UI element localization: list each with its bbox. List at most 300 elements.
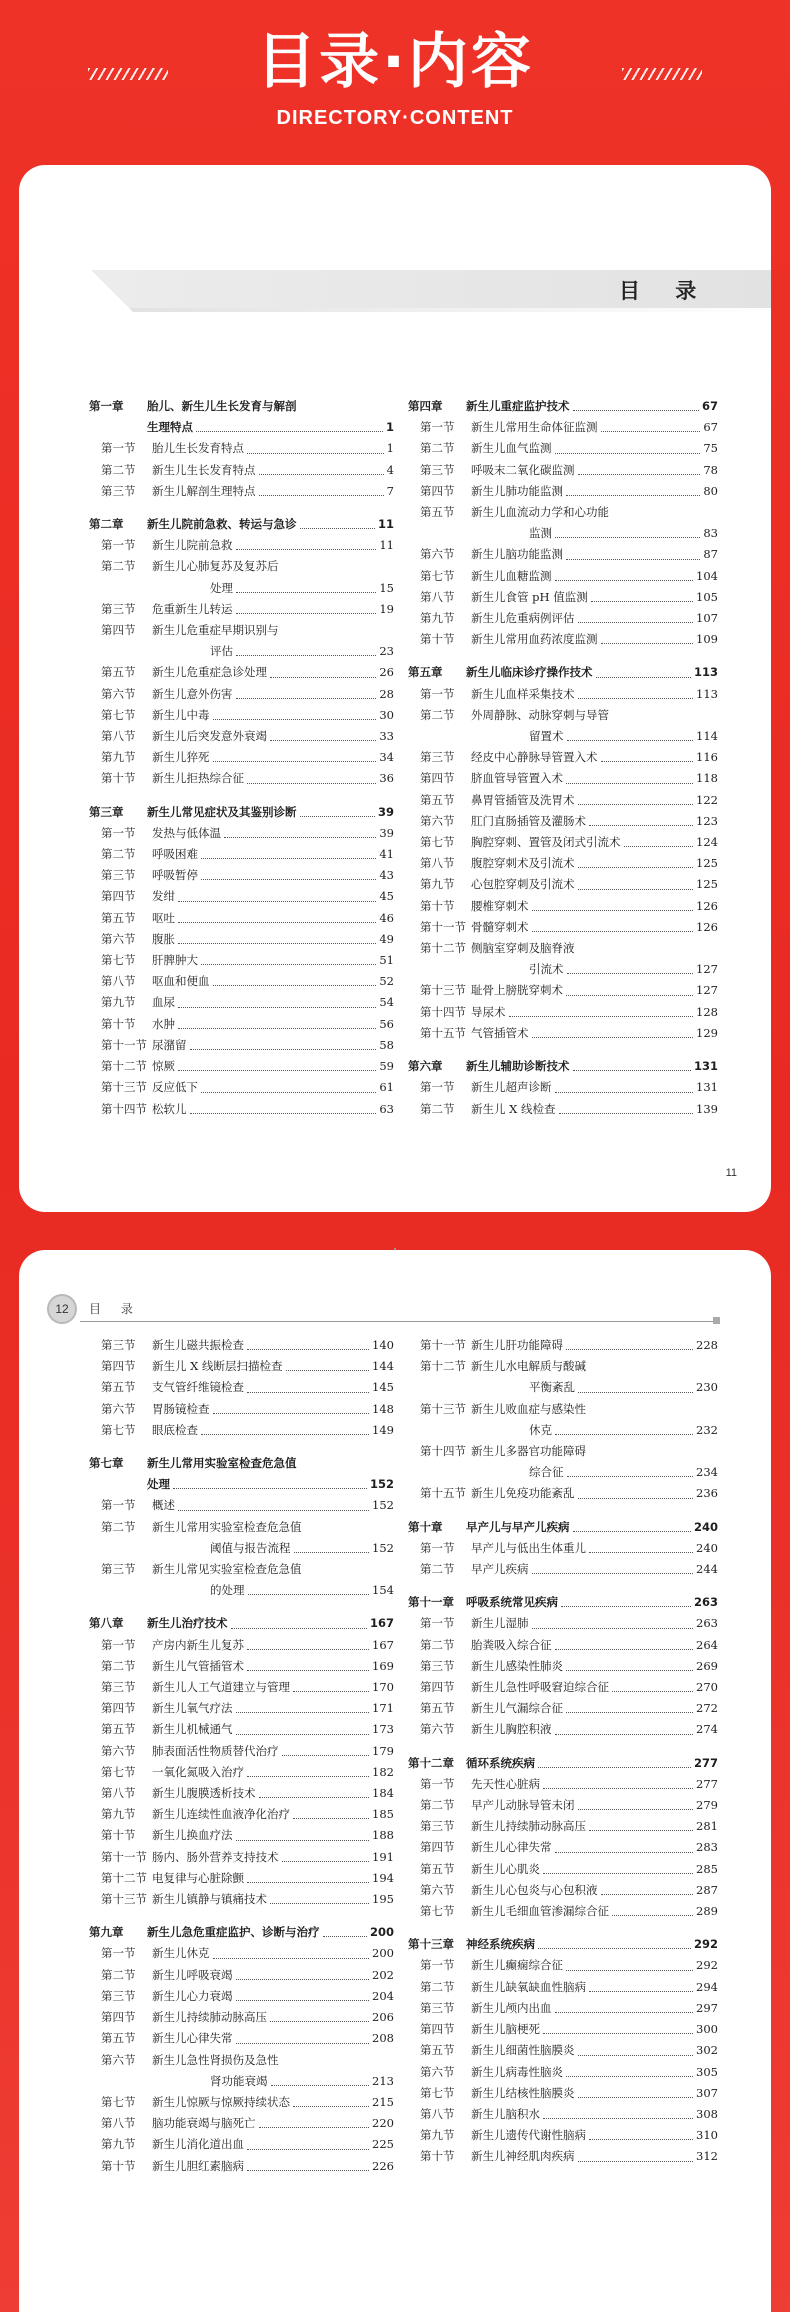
leader-dots	[178, 1028, 376, 1029]
page-ref: 144	[372, 1359, 394, 1374]
chapter-label: 第五章	[408, 665, 443, 680]
leader-dots	[300, 528, 375, 529]
section-label: 第六节	[101, 931, 136, 946]
section-title: 新生儿多器官功能障碍	[471, 1444, 586, 1459]
leader-dots	[178, 1070, 376, 1071]
section-title: 一氧化氮吸入治疗	[152, 1764, 244, 1779]
leader-dots	[236, 592, 376, 593]
page-ref: 307	[696, 2085, 718, 2100]
toc-section-entry	[89, 438, 394, 459]
section-title: 新生儿镇静与镇痛技术	[152, 1892, 267, 1907]
section-label: 第四节	[101, 2010, 136, 2025]
section-title: 新生儿缺氧缺血性脑病	[471, 1979, 586, 1994]
chapter-title: 呼吸系统常见疾病	[466, 1595, 558, 1610]
section-title: 早产儿与低出生体重儿	[471, 1540, 586, 1555]
page-ref: 310	[696, 2128, 718, 2143]
section-label: 第十三节	[420, 1401, 466, 1416]
section-title: 新生儿中毒	[152, 707, 210, 722]
header-rule	[80, 1321, 716, 1322]
section-title: 心包腔穿刺及引流术	[471, 877, 575, 892]
section-title: 肾功能衰竭	[210, 2073, 268, 2088]
leader-dots	[567, 973, 694, 974]
section-label: 第八节	[420, 589, 455, 604]
chapter-label: 第七章	[89, 1456, 124, 1471]
leader-dots	[566, 783, 693, 784]
leader-dots	[247, 453, 384, 454]
section-title: 新生儿气漏综合征	[471, 1701, 563, 1716]
section-label: 第一节	[101, 825, 136, 840]
leader-dots	[555, 1734, 694, 1735]
section-title: 经皮中心静脉导管置入术	[471, 750, 598, 765]
section-title: 概述	[152, 1498, 175, 1513]
page-ref: 36	[379, 771, 394, 786]
section-title: 新生儿危重症早期识别与	[152, 623, 279, 638]
page-ref: 200	[372, 1946, 394, 1961]
section-label: 第十一节	[420, 1338, 466, 1352]
section-label: 第十节	[101, 1016, 136, 1031]
leader-dots	[201, 858, 376, 859]
section-label: 第一节	[420, 420, 455, 435]
section-title: 气管插管术	[471, 1025, 529, 1040]
section-title: 新生儿连续性血液净化治疗	[152, 1807, 290, 1822]
leader-dots	[236, 1979, 370, 1980]
section-title: 新生儿气管插管术	[152, 1658, 244, 1673]
page-ref: 83	[703, 526, 718, 541]
toc-section-entry	[408, 938, 718, 959]
page-ref: 124	[696, 835, 718, 850]
page-ref: 148	[372, 1401, 394, 1416]
leader-dots	[532, 931, 694, 932]
page-ref: 128	[696, 1004, 718, 1019]
leader-dots	[567, 740, 694, 741]
section-label: 第三节	[420, 462, 455, 477]
section-label: 第六节	[101, 1743, 136, 1758]
toc-section-entry	[89, 1035, 394, 1056]
section-title: 新生儿磁共振检查	[152, 1338, 244, 1352]
toc-section-entry	[408, 460, 718, 481]
section-title: 支气管纤维镜检查	[152, 1380, 244, 1395]
banner-shadow	[91, 308, 771, 312]
leader-dots	[236, 2000, 370, 2001]
section-title: 的处理	[210, 1583, 245, 1598]
page-ref: 302	[696, 2043, 718, 2058]
toc-section-entry	[89, 1014, 394, 1035]
leader-dots	[213, 1958, 370, 1959]
section-title: 新生儿免疫功能紊乱	[471, 1486, 575, 1501]
toc-section-continuation	[408, 1462, 718, 1483]
section-title: 新生儿毛细血管渗漏综合征	[471, 1904, 609, 1919]
chapter-label: 第八章	[89, 1616, 124, 1631]
leader-dots	[271, 2085, 370, 2086]
section-label: 第十二节	[101, 1059, 147, 1074]
page-ref: 169	[372, 1658, 394, 1673]
leader-dots	[543, 2118, 693, 2119]
leader-dots	[259, 495, 384, 496]
toc-section-entry	[408, 2125, 718, 2146]
section-title: 新生儿肝功能障碍	[471, 1338, 563, 1352]
toc-column-left	[89, 396, 394, 1120]
toc-section-entry	[408, 1859, 718, 1880]
toc-section-entry	[408, 1077, 718, 1098]
leader-dots	[178, 943, 376, 944]
toc-section-entry	[89, 1943, 394, 1964]
leader-dots	[178, 1007, 376, 1008]
section-label: 第七节	[420, 835, 455, 850]
leader-dots	[236, 549, 377, 550]
section-title: 发绀	[152, 889, 175, 904]
leader-dots	[538, 1767, 691, 1768]
section-label: 第十三节	[420, 983, 466, 998]
leader-dots	[509, 1016, 694, 1017]
section-title: 新生儿消化道出血	[152, 2137, 244, 2152]
section-title: 肺表面活性物质替代治疗	[152, 1743, 279, 1758]
section-title: 侧脑室穿刺及脑脊液	[471, 941, 575, 956]
section-label: 第二节	[101, 847, 136, 862]
toc-section-entry	[89, 1698, 394, 1719]
page-ref: 131	[696, 1080, 718, 1095]
section-label: 第一节	[420, 686, 455, 701]
section-title: 新生儿血样采集技术	[471, 686, 575, 701]
leader-dots	[190, 1113, 377, 1114]
toc-section-entry	[408, 1656, 718, 1677]
toc-section-entry	[408, 1774, 718, 1795]
page-ref: 154	[372, 1583, 394, 1598]
section-label: 第九节	[420, 611, 455, 626]
section-title: 新生儿持续肺动脉高压	[152, 2010, 267, 2025]
page-ref: 23	[379, 644, 394, 659]
section-label: 第六节	[420, 1882, 455, 1897]
section-title: 早产儿动脉导管未闭	[471, 1798, 575, 1813]
toc-section-entry	[408, 1795, 718, 1816]
leader-dots	[323, 1936, 367, 1937]
leader-dots	[578, 474, 701, 475]
page-ref: 173	[372, 1722, 394, 1737]
page-ref: 122	[696, 792, 718, 807]
section-label: 第十节	[420, 632, 455, 647]
leader-dots	[566, 995, 693, 996]
section-title: 新生儿血气监测	[471, 441, 552, 456]
page-ref: 308	[696, 2106, 718, 2121]
toc-section-entry	[89, 886, 394, 907]
toc-chapter-entry	[408, 1753, 718, 1774]
leader-dots	[224, 837, 376, 838]
page-ref: 285	[696, 1861, 718, 1876]
section-title: 新生儿血糖监测	[471, 568, 552, 583]
section-label: 第一节	[101, 441, 136, 456]
leader-dots	[567, 1476, 694, 1477]
section-label: 第十节	[420, 898, 455, 913]
section-label: 第十五节	[420, 1486, 466, 1501]
section-label: 第七节	[101, 2094, 136, 2109]
leader-dots	[247, 2170, 369, 2171]
section-label: 第十二节	[420, 1359, 466, 1374]
section-title: 导尿术	[471, 1004, 506, 1019]
page-ref: 279	[696, 1798, 718, 1813]
section-label: 第六节	[420, 813, 455, 828]
leader-dots	[282, 1755, 370, 1756]
section-label: 第三节	[420, 1819, 455, 1834]
section-label: 第五节	[101, 1722, 136, 1737]
section-title: 产房内新生儿复苏	[152, 1637, 244, 1652]
leader-dots	[596, 677, 691, 678]
chapter-label: 第九章	[89, 1925, 124, 1940]
section-label: 第七节	[101, 953, 136, 968]
section-label: 第三节	[101, 1562, 136, 1577]
section-label: 第十三节	[101, 1892, 147, 1907]
toc-section-entry	[89, 1399, 394, 1420]
section-label: 第四节	[101, 623, 136, 638]
section-label: 第二节	[101, 1967, 136, 1982]
page-ref: 277	[693, 1755, 718, 1770]
chapter-title: 新生儿常用实验室检查危急值	[147, 1456, 297, 1471]
leader-dots	[543, 1873, 693, 1874]
section-label: 第一节	[101, 1946, 136, 1961]
chapter-title: 新生儿常见症状及其鉴别诊断	[147, 804, 297, 819]
section-title: 反应低下	[152, 1080, 198, 1095]
leader-dots	[270, 2021, 369, 2022]
toc-section-entry	[408, 1023, 718, 1044]
leader-dots	[543, 1788, 693, 1789]
page-ref: 170	[372, 1680, 394, 1695]
leader-dots	[293, 2106, 369, 2107]
section-label: 第六节	[101, 1401, 136, 1416]
section-label: 第十四节	[420, 1444, 466, 1459]
section-label: 第三节	[101, 868, 136, 883]
chapter-label: 第二章	[89, 517, 124, 532]
leader-dots	[555, 580, 694, 581]
page-ref: 46	[379, 910, 394, 925]
leader-dots	[247, 2149, 369, 2150]
section-label: 第五节	[101, 665, 136, 680]
toc-section-entry	[408, 2040, 718, 2061]
page-ref: 140	[372, 1338, 394, 1352]
toc-section-entry	[89, 662, 394, 683]
leader-dots	[259, 2127, 370, 2128]
section-title: 新生儿细菌性脑膜炎	[471, 2043, 575, 2058]
page-ref: 39	[379, 825, 394, 840]
page-ref: 240	[696, 1540, 718, 1555]
section-title: 新生儿 X 线检查	[471, 1101, 556, 1116]
section-title: 新生儿血流动力学和心功能	[471, 505, 609, 520]
toc-page-2	[19, 1250, 771, 2312]
section-label: 第七节	[420, 1904, 455, 1919]
page-ref: 270	[696, 1680, 718, 1695]
section-label: 第三节	[420, 750, 455, 765]
section-title: 呕血和便血	[152, 974, 210, 989]
section-label: 第七节	[101, 707, 136, 722]
toc-column-right	[408, 1335, 718, 2168]
section-label: 第六节	[420, 2064, 455, 2079]
section-label: 第五节	[420, 792, 455, 807]
page-ref: 107	[696, 611, 718, 626]
toc-section-entry	[408, 1901, 718, 1922]
section-title: 呕吐	[152, 910, 175, 925]
toc-section-entry	[89, 535, 394, 556]
leader-dots	[247, 1649, 369, 1650]
page-ref: 78	[703, 462, 718, 477]
toc-section-entry	[408, 1559, 718, 1580]
page-ref: 109	[696, 632, 718, 647]
section-label: 第四节	[420, 771, 455, 786]
leader-dots	[286, 1370, 370, 1371]
toc-section-entry	[89, 1847, 394, 1868]
page-ref: 225	[372, 2137, 394, 2152]
section-label: 第四节	[420, 483, 455, 498]
toc-section-entry	[408, 917, 718, 938]
leader-dots	[601, 761, 694, 762]
leader-dots	[578, 1392, 693, 1393]
section-title: 胸腔穿刺、置管及闭式引流术	[471, 835, 621, 850]
toc-section-entry	[408, 587, 718, 608]
section-label: 第五节	[101, 1380, 136, 1395]
chapter-label: 第六章	[408, 1059, 443, 1074]
leader-dots	[213, 1413, 370, 1414]
section-label: 第三节	[101, 601, 136, 616]
section-title: 眼底检查	[152, 1422, 198, 1437]
toc-section-entry	[408, 2083, 718, 2104]
leader-dots	[555, 537, 700, 538]
running-head: 目 录	[89, 1302, 141, 1316]
section-title: 呼吸末二氧化碳监测	[471, 462, 575, 477]
leader-dots	[201, 879, 376, 880]
section-label: 第一节	[101, 538, 136, 553]
page-ref: 113	[693, 665, 718, 680]
section-title: 新生儿食管 pH 值监测	[471, 589, 588, 604]
section-title: 新生儿超声诊断	[471, 1080, 552, 1095]
chapter-title: 新生儿治疗技术	[147, 1616, 228, 1631]
toc-chapter-entry	[89, 1453, 394, 1474]
page-ref: 19	[379, 601, 394, 616]
toc-section-continuation	[89, 1580, 394, 1601]
section-title: 新生儿水电解质与酸碱	[471, 1359, 586, 1374]
section-title: 发热与低体温	[152, 825, 221, 840]
page-ref: 43	[379, 868, 394, 883]
chapter-title: 新生儿临床诊疗操作技术	[466, 665, 593, 680]
section-label: 第十一节	[101, 1037, 147, 1052]
page-ref: 11	[379, 538, 394, 553]
section-title: 鼻胃管插管及洗胃术	[471, 792, 575, 807]
page-ref: 240	[693, 1519, 718, 1534]
toc-chapter-entry	[89, 802, 394, 823]
leader-dots	[532, 1573, 694, 1574]
section-title: 新生儿心力衰竭	[152, 1988, 233, 2003]
section-title: 新生儿常用实验室检查危急值	[152, 1519, 302, 1534]
leader-dots	[293, 1691, 369, 1692]
section-title: 胎儿生长发育特点	[152, 441, 244, 456]
toc-column-left	[89, 1335, 394, 2177]
page-ref: 59	[379, 1059, 394, 1074]
toc-section-entry	[408, 2104, 718, 2125]
section-title: 新生儿氧气疗法	[152, 1701, 233, 1716]
chapter-title: 神经系统疾病	[466, 1937, 535, 1952]
section-title: 新生儿猝死	[152, 750, 210, 765]
toc-section-entry	[89, 2113, 394, 2134]
toc-section-entry	[89, 1056, 394, 1077]
toc-section-entry	[89, 1377, 394, 1398]
page-ref: 194	[372, 1870, 394, 1885]
section-label: 第二节	[420, 1101, 455, 1116]
section-title: 新生儿心律失常	[152, 2031, 233, 2046]
page-ref: 28	[379, 686, 394, 701]
page-ref: 34	[379, 750, 394, 765]
section-label: 第五节	[420, 2043, 455, 2058]
section-title: 新生儿遗传代谢性脑病	[471, 2128, 586, 2143]
page-ref: 152	[372, 1498, 394, 1513]
page-ref: 171	[372, 1701, 394, 1716]
toc-section-entry	[89, 1559, 394, 1580]
toc-section-entry	[408, 1335, 718, 1356]
page-ref: 127	[696, 962, 718, 977]
section-label: 第九节	[101, 750, 136, 765]
leader-dots	[201, 1092, 376, 1093]
leader-dots	[532, 1628, 694, 1629]
leader-dots	[270, 1903, 369, 1904]
section-title: 新生儿胸腔积液	[471, 1722, 552, 1737]
chapter-title: 早产儿与早产儿疾病	[466, 1519, 570, 1534]
leader-dots	[178, 1510, 369, 1511]
page-ref: 232	[696, 1422, 718, 1437]
section-label: 第四节	[101, 889, 136, 904]
leader-dots	[612, 1915, 693, 1916]
section-title: 腰椎穿刺术	[471, 898, 529, 913]
toc-section-entry	[89, 2134, 394, 2155]
section-label: 第八节	[101, 2116, 136, 2131]
leader-dots	[589, 1830, 693, 1831]
page-ref: 228	[696, 1338, 718, 1352]
toc-section-entry	[89, 1677, 394, 1698]
section-title: 肛门直肠插管及灌肠术	[471, 813, 586, 828]
toc-section-entry	[408, 1998, 718, 2019]
toc-chapter-entry	[89, 514, 394, 535]
toc-section-entry	[89, 1889, 394, 1910]
leader-dots	[578, 867, 694, 868]
leader-dots	[555, 453, 701, 454]
leader-dots	[236, 1840, 370, 1841]
page-ref: 283	[696, 1840, 718, 1855]
page-ref: 277	[696, 1776, 718, 1791]
section-title: 新生儿人工气道建立与管理	[152, 1680, 290, 1695]
toc-section-entry	[89, 705, 394, 726]
section-label: 第三节	[101, 1988, 136, 2003]
section-label: 第六节	[420, 547, 455, 562]
leader-dots	[532, 1037, 694, 1038]
toc-section-entry	[408, 2062, 718, 2083]
page-ref: 125	[696, 877, 718, 892]
chapter-label: 第十章	[408, 1519, 443, 1534]
page-ref: 125	[696, 856, 718, 871]
page-ref: 206	[372, 2010, 394, 2025]
toc-section-entry	[89, 1517, 394, 1538]
leader-dots	[578, 622, 694, 623]
chapter-label: 第三章	[89, 804, 124, 819]
page-ref: 26	[379, 665, 394, 680]
toc-chapter-entry	[408, 1056, 718, 1077]
toc-section-entry	[408, 1441, 718, 1462]
section-title: 新生儿结核性脑膜炎	[471, 2085, 575, 2100]
section-label: 第六节	[420, 1722, 455, 1737]
page-ref: 292	[693, 1937, 718, 1952]
toc-section-entry	[89, 1356, 394, 1377]
section-title: 新生儿生长发育特点	[152, 462, 256, 477]
leader-dots	[247, 1392, 369, 1393]
page-ref: 41	[379, 847, 394, 862]
page-ref: 7	[386, 483, 394, 498]
section-title: 新生儿常用生命体征监测	[471, 420, 598, 435]
section-label: 第六节	[101, 686, 136, 701]
toc-section-entry	[89, 2007, 394, 2028]
page-ref: 129	[696, 1025, 718, 1040]
leader-dots	[247, 783, 376, 784]
